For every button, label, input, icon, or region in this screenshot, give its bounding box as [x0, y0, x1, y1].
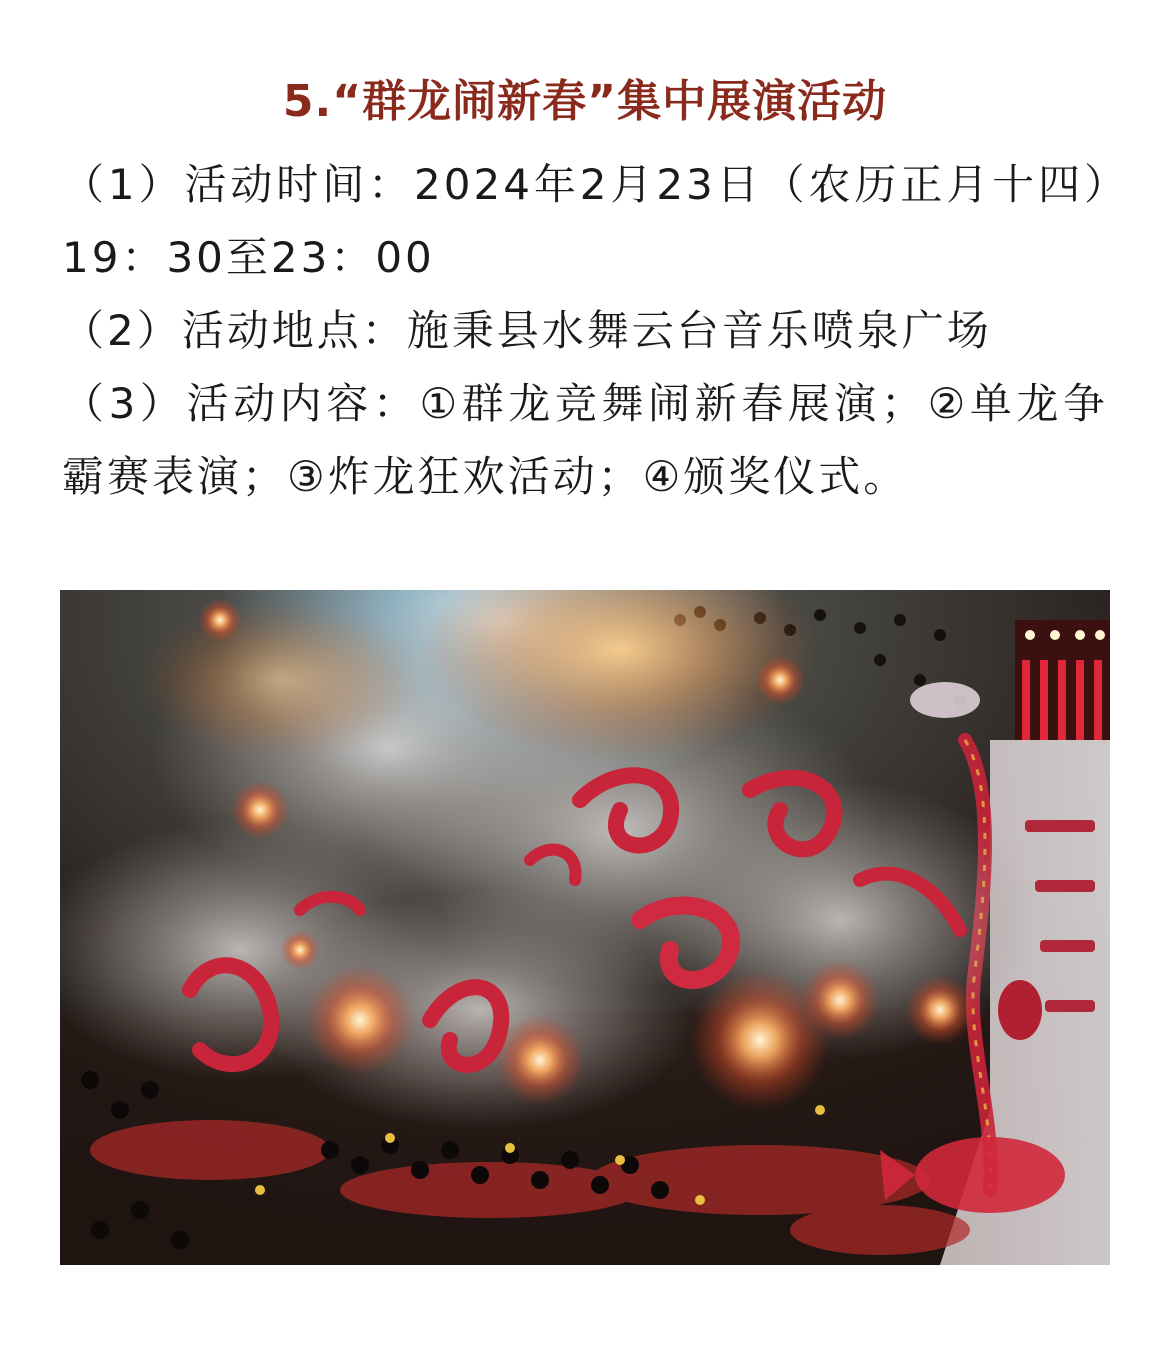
- activity-content-paragraph: （3）活动内容：①群龙竞舞闹新春展演；②单龙争霸赛表演；③炸龙狂欢活动；④颁奖仪式。: [62, 379, 1108, 501]
- dragon-dance-photo: [60, 590, 1110, 1265]
- dragon-dance-illustration: [60, 590, 1110, 1265]
- section-title: 5.“群龙闹新春”集中展演活动: [282, 76, 888, 127]
- activity-location-paragraph: （2）活动地点：施秉县水舞云台音乐喷泉广场: [62, 306, 992, 355]
- activity-time-paragraph: （1）活动时间：2024年2月23日（农历正月十四）19：30至23：00: [62, 160, 1108, 282]
